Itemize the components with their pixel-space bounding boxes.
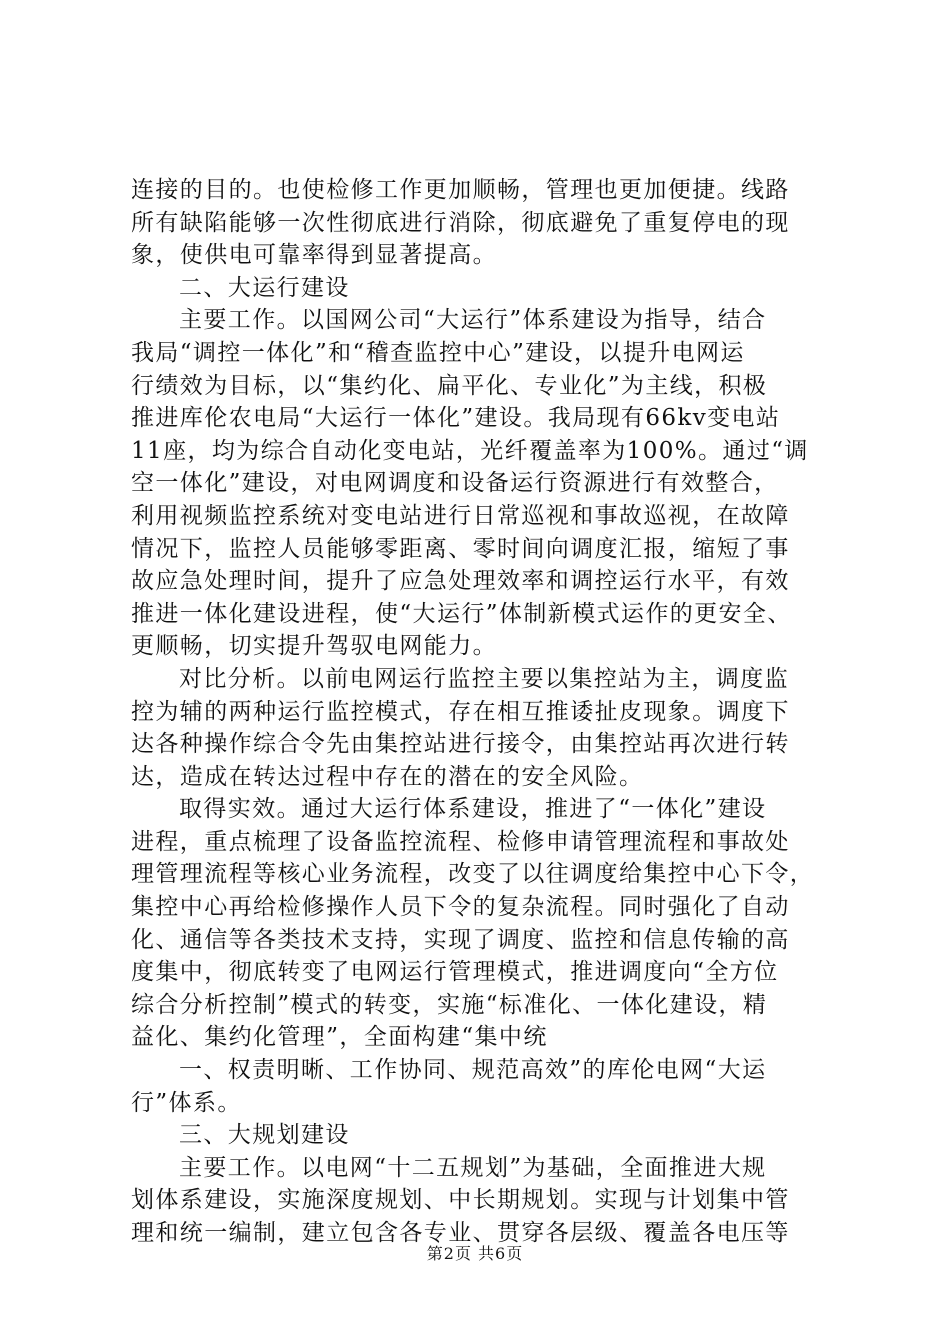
text-line: 行绩效为目标，以“集约化、扁平化、专业化”为主线，积极: [131, 372, 768, 399]
text-line: 对比分析。以前电网运行监控主要以集控站为主，调度监: [179, 665, 789, 692]
text-line: 进程，重点梳理了设备监控流程、检修申请管理流程和事故处: [131, 828, 790, 855]
text-line: 行”体系。: [131, 1089, 242, 1116]
text-line: 推进一体化建设进程，使“大运行”体制新模式运作的更安全、: [131, 600, 792, 627]
text-line: 益化、集约化管理”，全面构建“集中统: [131, 1024, 548, 1051]
text-line: 控为辅的两种运行监控模式，存在相互推诿扯皮现象。调度下: [131, 698, 790, 725]
text-line: 推进库伦农电局“大运行一体化”建设。我局现有66kv变电站: [131, 405, 781, 432]
text-line: 我局“调控一体化”和“稽查监控中心”建设，以提升电网运: [131, 339, 745, 366]
text-line: 集控中心再给检修操作人员下令的复杂流程。同时强化了自动: [131, 894, 790, 921]
text-line: 综合分析控制”模式的转变，实施“标准化、一体化建设，精: [131, 991, 768, 1018]
text-line: 象，使供电可靠率得到显著提高。: [131, 242, 497, 269]
text-line: 二、大运行建设: [179, 274, 350, 301]
text-line: 理管理流程等核心业务流程，改变了以往调度给集控中心下令，: [131, 861, 815, 888]
document-body: [131, 174, 833, 1250]
text-line: 达，造成在转达过程中存在的潜在的安全风险。: [131, 763, 644, 790]
text-line: 理和统一编制，建立包含各专业、贯穿各层级、覆盖各电压等: [131, 1220, 790, 1246]
text-line: 达各种操作综合令先由集控站进行接令，由集控站再次进行转: [131, 731, 790, 758]
text-line: 化、通信等各类技术支持，实现了调度、监控和信息传输的高: [131, 926, 790, 953]
text-line: 划体系建设，实施深度规划、中长期规划。实现与计划集中管: [131, 1187, 790, 1214]
text-line: 空一体化”建设，对电网调度和设备运行资源进行有效整合，: [131, 470, 779, 497]
text-line: 连接的目的。也使检修工作更加顺畅，管理也更加便捷。线路: [131, 177, 790, 203]
text-line: 取得实效。通过大运行体系建设，推进了“一体化”建设: [179, 796, 767, 823]
text-line: 主要工作。以国网公司“大运行”体系建设为指导，结合: [179, 307, 767, 334]
text-line: 一、权责明晰、工作协同、规范高效”的库伦电网“大运: [179, 1057, 767, 1084]
text-line: 所有缺陷能够一次性彻底进行消除，彻底避免了重复停电的现: [131, 209, 790, 236]
text-line: 故应急处理时间，提升了应急处理效率和调控运行水平，有效: [131, 568, 790, 595]
text-line: 三、大规划建设: [179, 1122, 350, 1149]
text-line: 情况下，监控人员能够零距离、零时间向调度汇报，缩短了事: [131, 535, 790, 562]
page-number-footer: 第2页 共6页: [426, 1244, 524, 1263]
text-line: 主要工作。以电网“十二五规划”为基础，全面推进大规: [179, 1154, 767, 1181]
text-line: 11座，均为综合自动化变电站，光纤覆盖率为100%。通过“调: [131, 437, 809, 464]
text-line: 利用视频监控系统对变电站进行日常巡视和事故巡视，在故障: [131, 502, 790, 529]
text-line: 更顺畅，切实提升驾驭电网能力。: [131, 633, 497, 660]
text-line: 度集中，彻底转变了电网运行管理模式，推进调度向“全方位: [131, 959, 779, 986]
